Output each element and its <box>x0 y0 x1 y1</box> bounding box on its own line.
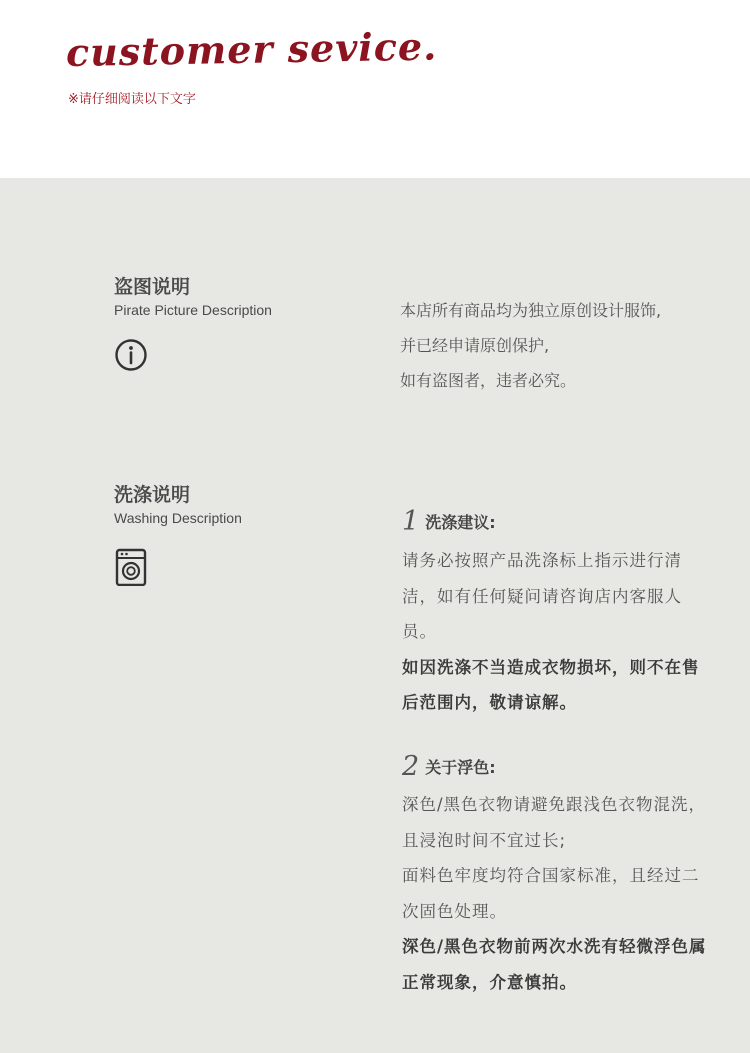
washing-section-subtitle: Washing Description <box>114 510 242 526</box>
info-circle-icon <box>114 338 148 376</box>
pirate-section-title: 盗图说明 <box>114 276 191 298</box>
wash-item-2-heading <box>402 751 496 785</box>
wash-advice-text: 请务必按照产品洗涤标上指示进行清洁，如有任何疑问请咨询店内客服人员。 <box>402 551 682 641</box>
color-warning-text: 深色/黑色衣物前两次水洗有轻微浮色属正常现象，介意慎拍。 <box>402 937 707 992</box>
pirate-line: 并已经申请原创保护, <box>400 336 550 355</box>
color-standard-text: 面料色牢度均符合国家标准，且经过二次固色处理。 <box>402 866 700 921</box>
item-label: 关于浮色: <box>425 758 496 777</box>
pirate-line: 本店所有商品均为独立原创设计服饰, <box>400 301 662 320</box>
wash-item-1-body <box>402 543 712 721</box>
wash-warning-text: 如因洗涤不当造成衣物损坏，则不在售后范围内，敬请谅解。 <box>402 657 700 712</box>
pirate-description <box>400 293 720 398</box>
washing-machine-icon <box>114 548 148 586</box>
color-fading-text: 深色/黑色衣物请避免跟浅色衣物混洗，且浸泡时间不宜过长; <box>402 795 707 850</box>
item-number: 2 <box>402 751 420 782</box>
wash-item-1-heading <box>402 506 496 540</box>
pirate-section-subtitle: Pirate Picture Description <box>114 302 272 318</box>
wash-item-2-body <box>402 787 712 1000</box>
item-number: 1 <box>402 506 420 537</box>
washing-section-title: 洗涤说明 <box>114 484 191 506</box>
notice-text: ※请仔细阅读以下文字 <box>68 92 196 107</box>
item-label: 洗涤建议: <box>425 513 496 532</box>
header <box>0 0 750 178</box>
pirate-line: 如有盗图者，违者必究。 <box>400 371 577 390</box>
brand-title: customer sevice. <box>65 23 438 75</box>
